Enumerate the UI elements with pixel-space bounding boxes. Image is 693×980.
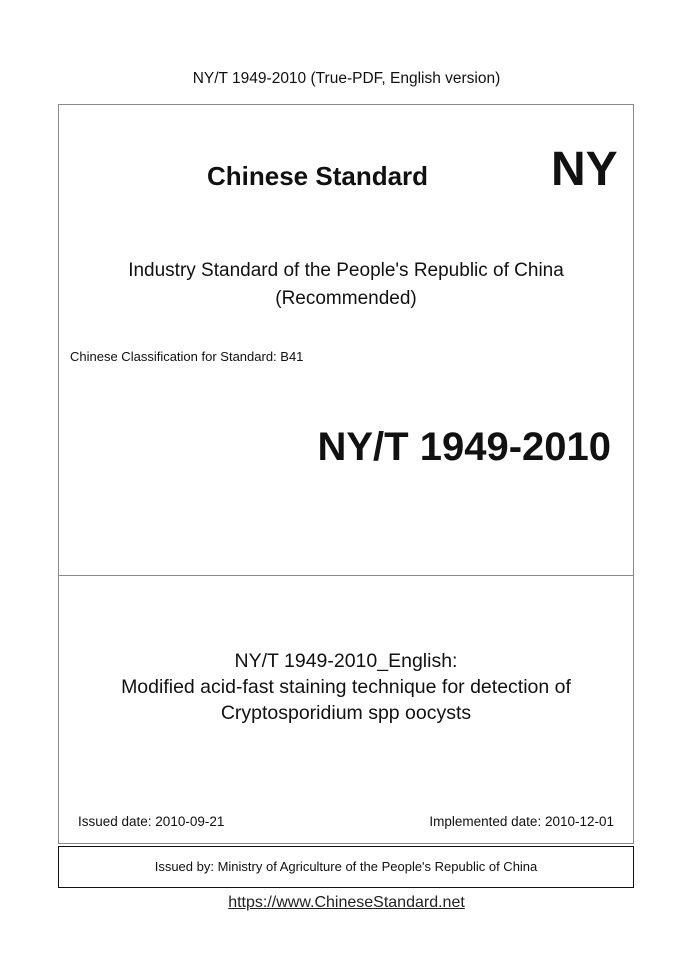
issuer-text: Issued by: Ministry of Agriculture of the People's Republic of China — [154, 859, 538, 874]
cover-frame — [58, 104, 634, 844]
website-link[interactable]: https://www.ChineseStandard.net — [228, 894, 465, 911]
footer — [0, 893, 693, 913]
subtitle-line-1: Industry Standard of the People's Republic of China — [128, 260, 564, 281]
cover-subtitle — [59, 257, 633, 313]
standard-code: NY — [551, 143, 618, 196]
subtitle-line-2: (Recommended) — [275, 288, 417, 309]
english-title-block — [59, 648, 633, 726]
issuer-box — [58, 846, 634, 888]
classification-label: Chinese Classification for Standard: B41 — [70, 349, 304, 364]
cover-title: Chinese Standard — [207, 161, 429, 191]
english-title-line-1: NY/T 1949-2010_English: — [234, 650, 458, 672]
implemented-date: Implemented date: 2010-12-01 — [429, 814, 614, 829]
english-title-line-2: Modified acid-fast staining technique for detection of — [121, 676, 571, 698]
page-header: NY/T 1949-2010 (True-PDF, English version) — [192, 70, 501, 87]
english-title-line-3: Cryptosporidium spp oocysts — [220, 702, 472, 724]
issued-date: Issued date: 2010-09-21 — [78, 814, 225, 829]
standard-number: NY/T 1949-2010 — [317, 425, 611, 469]
section-divider — [59, 575, 633, 576]
